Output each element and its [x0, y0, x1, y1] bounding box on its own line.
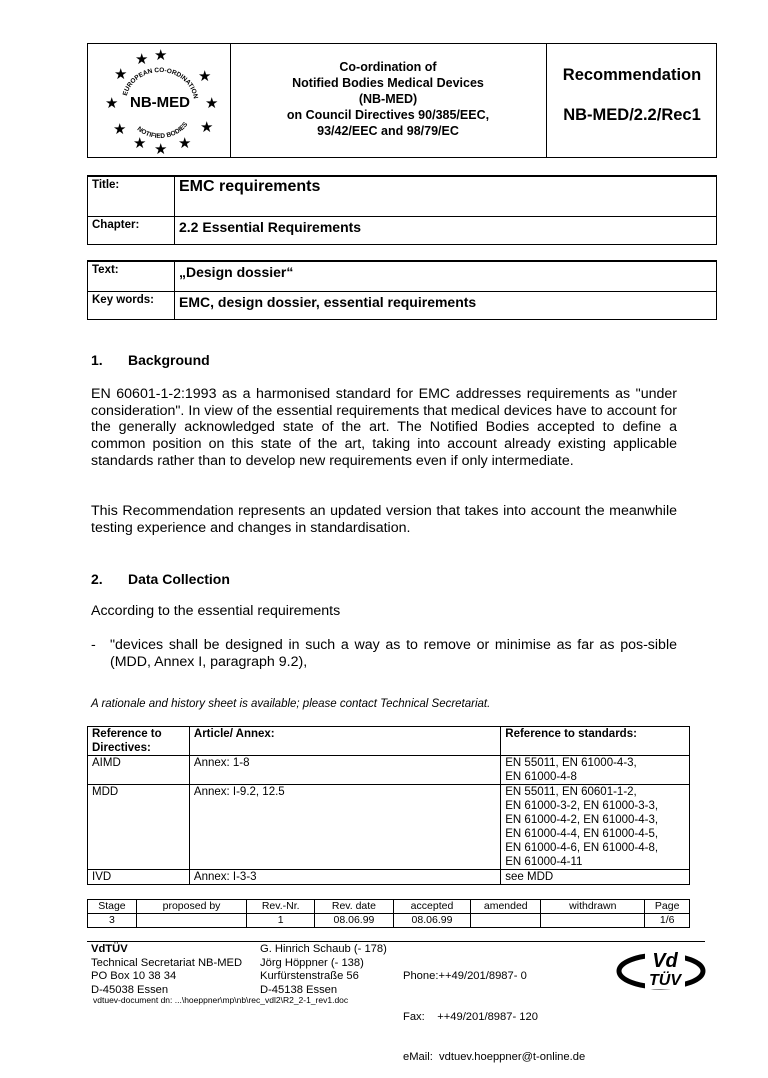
vdtuv-logo: [615, 945, 707, 993]
footer-divider: [87, 941, 705, 942]
header-line: 93/42/EEC and 98/79/EC: [317, 124, 459, 138]
footer-persons: [260, 943, 387, 997]
standards-line: EN 61000-4-4, EN 61000-4-5,: [505, 828, 659, 840]
document-code: NB-MED/2.2/Rec1: [563, 106, 701, 124]
bullet-dash: -: [91, 637, 96, 653]
svg-text:★: ★: [135, 51, 149, 68]
standards-line: EN 61000-4-11: [505, 856, 583, 868]
stage-value-cell: [471, 914, 541, 928]
footer-document-path: vdtuev-document dn: ...\hoeppner\mp\nb\rec_vdl2\R2_2-1_rev1.doc: [93, 995, 349, 1005]
header-line: Notified Bodies Medical Devices: [292, 76, 484, 90]
footer-person-line: Kurfürstenstraße 56: [260, 970, 359, 982]
table-header-row: [88, 727, 690, 756]
standards-line: EN 61000-4-8: [505, 771, 577, 783]
stage-value-cell: 3: [88, 914, 137, 928]
annex-cell: Annex: 1-8: [189, 756, 500, 785]
standards-cell: see MDD: [501, 870, 690, 885]
footer-fax: Fax: ++49/201/8987- 120: [403, 1010, 538, 1023]
footer-phone: Phone:++49/201/8987- 0: [403, 970, 527, 982]
chapter-label: Chapter:: [92, 219, 140, 231]
svg-text:★: ★: [154, 47, 168, 64]
directive-cell: MDD: [88, 785, 190, 870]
directive-cell: IVD: [88, 870, 190, 885]
svg-text:★: ★: [113, 121, 127, 138]
section-2-number: 2.: [91, 571, 103, 587]
bullet-text: "devices shall be designed in such a way as to remove or minimise as far as pos-sible (MDD, Annex I, paragraph 9.2),: [110, 637, 677, 670]
svg-text:★: ★: [205, 95, 219, 112]
header-center: [230, 44, 547, 157]
annex-cell: Annex: I-9.2, 12.5: [189, 785, 500, 870]
svg-text:★: ★: [133, 135, 147, 152]
footer-email: eMail: vdtuev.hoeppner@t-online.de: [403, 1051, 586, 1063]
data-collection-intro: According to the essential requirements: [91, 603, 341, 619]
standards-line: EN 61000-3-2, EN 61000-3-3,: [505, 800, 659, 812]
footer-org-line: D-45038 Essen: [91, 983, 169, 996]
stage-header-row: [88, 900, 690, 914]
title-value: EMC requirements: [179, 178, 321, 195]
table-row: [88, 870, 690, 885]
stage-header-cell: accepted: [393, 900, 471, 914]
stage-value-row: [88, 914, 690, 928]
footer-org-line: PO Box 10 38 34: [91, 970, 177, 982]
header-cell: Article/ Annex:: [189, 727, 500, 756]
annex-cell: Annex: I-3-3: [189, 870, 500, 885]
table-row: [88, 785, 690, 870]
footer-person-line: Jörg Höppner (- 138): [260, 956, 364, 969]
footer-contact: [403, 943, 585, 1078]
background-paragraph-1: EN 60601-1-2:1993 as a harmonised standard for EMC addresses requirements as "under consideration". In view of the essential requirements that medical devices have to account for the generally acknowledged state of the art. The Notified Bodies accepted to define a common position on this state of the art, taking into account already existing applicable standards rather than to develop new requirements even if only intermediate.: [91, 386, 677, 469]
header-cell: Reference to Directives:: [88, 727, 190, 756]
header-right: [548, 44, 716, 157]
stage-value-cell: 1: [247, 914, 315, 928]
header-line: on Council Directives 90/385/EEC,: [286, 108, 490, 122]
standards-line: EN 55011, EN 60601-1-2,: [505, 786, 637, 798]
stage-header-cell: proposed by: [136, 900, 246, 914]
stage-header-cell: Stage: [88, 900, 137, 914]
logo-text: NB-MED: [130, 94, 190, 111]
stage-header-cell: amended: [471, 900, 541, 914]
svg-text:TÜV: TÜV: [649, 972, 681, 989]
text-table: [87, 260, 717, 320]
chapter-value: 2.2 Essential Requirements: [179, 219, 362, 235]
svg-text:★: ★: [198, 68, 212, 85]
svg-text:★: ★: [105, 95, 119, 112]
footer-org-name: VdTÜV: [91, 943, 128, 955]
document-type: Recommendation: [562, 66, 702, 84]
header-cell: Reference to standards:: [501, 727, 690, 756]
footer-person-line: D-45138 Essen: [260, 983, 338, 996]
stage-value-cell: 08.06.99: [393, 914, 471, 928]
stage-value-cell: [136, 914, 246, 928]
stage-header-cell: Page: [645, 900, 690, 914]
standards-cell: [501, 756, 690, 785]
keywords-label: Key words:: [92, 294, 154, 306]
nb-med-logo-graphic: [88, 44, 230, 157]
title-label: Title:: [92, 179, 120, 191]
svg-text:★: ★: [178, 135, 192, 152]
directive-cell: AIMD: [88, 756, 190, 785]
table-row: [88, 756, 690, 785]
references-table: [87, 726, 690, 885]
footer-org-line: Technical Secretariat NB-MED: [91, 956, 243, 969]
standards-line: EN 55011, EN 61000-4-3,: [505, 757, 637, 769]
rationale-note: A rationale and history sheet is available; please contact Technical Secretariat.: [91, 698, 491, 710]
svg-text:★: ★: [200, 119, 214, 136]
text-label: Text:: [92, 264, 119, 276]
svg-text:★: ★: [114, 66, 128, 83]
stage-header-cell: withdrawn: [541, 900, 645, 914]
title-table: [87, 175, 717, 245]
background-paragraph-2: This Recommendation represents an updated version that takes into account the meanwhile testing experience and changes in standardisation.: [91, 503, 677, 536]
svg-text:★: ★: [154, 141, 168, 157]
footer-org: [91, 943, 242, 997]
document-header: [87, 43, 717, 158]
logo-ring-bottom: NOTIFIED BODIES: [135, 121, 190, 141]
svg-text:Vd: Vd: [652, 950, 678, 972]
stage-table: [87, 899, 690, 928]
stage-value-cell: [541, 914, 645, 928]
stage-header-cell: Rev. date: [315, 900, 394, 914]
header-line: Co-ordination of: [339, 60, 437, 74]
section-1-number: 1.: [91, 352, 103, 368]
section-1-title: Background: [128, 352, 210, 368]
text-value: „Design dossier“: [179, 264, 294, 280]
stage-header-cell: Rev.-Nr.: [247, 900, 315, 914]
section-2-title: Data Collection: [128, 571, 230, 587]
standards-cell: [501, 785, 690, 870]
nb-med-logo: [88, 44, 231, 157]
keywords-value: EMC, design dossier, essential requirements: [179, 294, 477, 310]
standards-line: EN 61000-4-2, EN 61000-4-3,: [505, 814, 659, 826]
header-line: (NB-MED): [358, 92, 418, 106]
footer-person-line: G. Hinrich Schaub (- 178): [260, 943, 387, 955]
standards-line: EN 61000-4-6, EN 61000-4-8,: [505, 842, 659, 854]
stage-value-cell: 08.06.99: [315, 914, 394, 928]
logo-ring-top: EUROPEAN CO-ORDINATION: [121, 66, 199, 100]
stage-value-cell: 1/6: [645, 914, 690, 928]
